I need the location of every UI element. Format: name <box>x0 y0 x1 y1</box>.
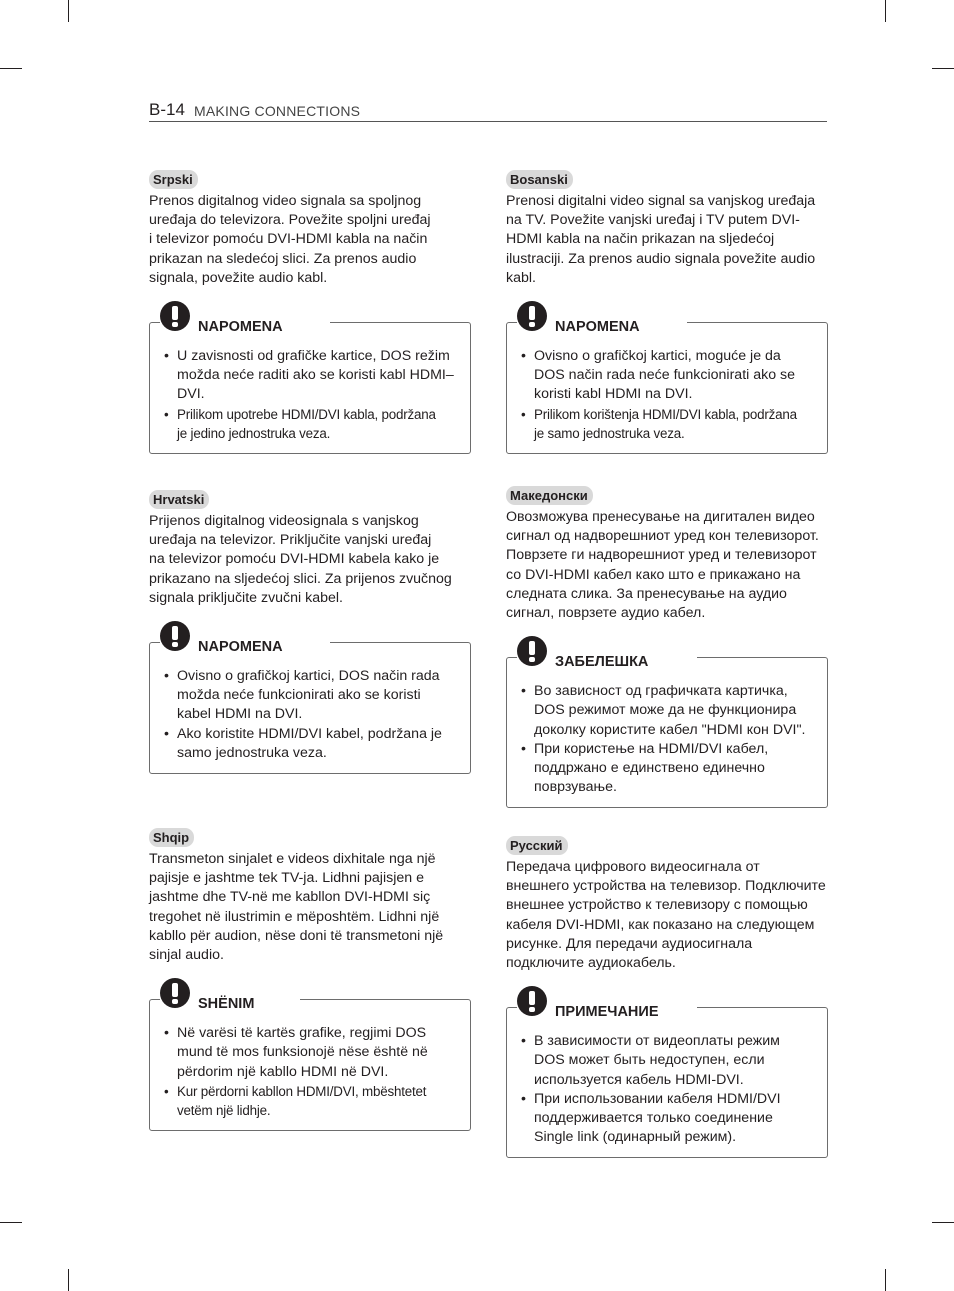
note-box <box>506 319 828 454</box>
text-line: signala priključite zvučni kabel. <box>149 589 343 606</box>
text-line: prikazan na sledećoj slici. Za prenos audio <box>149 250 417 267</box>
text-line: Передача цифрового видеосигнала от <box>506 859 760 875</box>
text-line: DOS режимот може да не функционира <box>534 702 797 719</box>
note-bullet <box>163 725 458 763</box>
note-bullet <box>520 740 815 798</box>
section-title: MAKING CONNECTIONS <box>194 103 361 119</box>
section-hrvatski <box>149 490 471 774</box>
text-line: подключите аудиокабель. <box>506 955 676 972</box>
text-line: koristi kabl HDMI na DVI. <box>534 386 693 403</box>
note-list <box>520 682 815 797</box>
text-line: Prenosi digitalni video signal sa vanjskog uređaja <box>506 193 816 209</box>
crop-mark <box>0 1222 22 1223</box>
note-box <box>149 319 471 454</box>
exclamation-icon <box>517 986 547 1016</box>
language-tag: Hrvatski <box>149 490 209 509</box>
text-line: Овозможува пренесување на дигитален видео <box>506 509 815 525</box>
note-header <box>160 621 330 656</box>
text-line: Single link (одинарный режим). <box>534 1129 737 1146</box>
note-bullet <box>163 347 458 405</box>
note-box <box>149 639 471 774</box>
note-header <box>517 301 687 336</box>
text-line: možda neće funkcionirati ako se koristi <box>177 687 421 704</box>
text-line: tregohet në ilustrimin e mëposhtëm. Lidhni një <box>149 908 440 925</box>
language-tag: Shqip <box>149 828 194 847</box>
text-line: рисунке. Для передачи аудиосигнала <box>506 935 753 952</box>
text-line: uređaja na televizor. Priključite vanjski uređaj <box>149 532 432 549</box>
text-line: кабеля DVI-HDMI, как показано на следующем <box>506 916 815 933</box>
text-line: поддерживается только соединение <box>534 1110 773 1127</box>
text-line: доколку користите кабел "HDMI кон DVI". <box>534 721 806 738</box>
text-line: možda neće raditi ako se koristi kabl HDMI– <box>177 367 454 384</box>
text-line: • При користење на HDMI/DVI кабел, <box>534 740 769 757</box>
language-tag: Srpski <box>149 170 198 189</box>
language-tag: Русский <box>506 836 568 855</box>
page-number: B-14 <box>149 100 185 119</box>
text-line: Prijenos digitalnog videosignala s vanjskog <box>149 513 419 529</box>
intro-text <box>506 858 828 973</box>
text-line: pajisje e jashtme tek TV-ja. Lidhni pajisjen e <box>149 870 424 887</box>
text-line: используется кабель HDMI-DVI. <box>534 1071 744 1088</box>
text-line: mund të mos funksionojë nëse është në <box>177 1044 428 1061</box>
note-bullet <box>520 1090 815 1148</box>
text-line: поддржано е единствено единечно <box>534 760 765 777</box>
intro-text <box>506 192 828 288</box>
text-line: i televizor pomoću DVI-HDMI kabla na način <box>149 231 428 248</box>
page-header <box>149 99 827 122</box>
text-line: jashtme dhe TV-në me kabllon DVI-HDMI siç <box>149 889 431 906</box>
note-title: NAPOMENA <box>198 319 283 336</box>
note-bullet <box>520 682 815 740</box>
text-line: Transmeton sinjalet e videos dixhitale nga një <box>149 851 436 867</box>
section-makedonski <box>506 486 828 808</box>
text-line: • U zavisnosti od grafičke kartice, DOS režim <box>177 348 450 365</box>
note-title: SHËNIM <box>198 996 255 1013</box>
text-line: внешнее устройство к телевизору с помощью <box>506 897 808 914</box>
note-list <box>520 1032 815 1147</box>
exclamation-icon <box>160 978 190 1008</box>
text-line: внешнего устройства на телевизор. Подключите <box>506 878 826 895</box>
note-bullet <box>520 405 815 443</box>
text-line: samo jednostruka veza. <box>177 744 327 761</box>
text-line: Prenos digitalnog video signala sa spoljnog <box>149 193 422 209</box>
text-line: • Во зависност од графичката картичка, <box>534 683 788 700</box>
note-header <box>160 978 300 1013</box>
language-tag: Македонски <box>506 486 593 505</box>
text-line: je jedino jednostruka veza. <box>177 425 331 441</box>
crop-mark <box>885 0 886 22</box>
intro-text <box>149 850 471 965</box>
note-bullet <box>163 1082 458 1120</box>
text-line: сигнал, поврзете аудио кабел. <box>506 605 706 622</box>
crop-mark <box>68 1269 69 1291</box>
text-line: сигнал од надворешниот уред кон телевизорот. <box>506 528 819 545</box>
section-bosanski <box>506 170 828 454</box>
text-line: uređaja do televizora. Povežite spoljni uređaj <box>149 212 431 229</box>
note-bullet <box>520 1032 815 1090</box>
crop-mark <box>885 1269 886 1291</box>
exclamation-icon <box>160 621 190 651</box>
exclamation-icon <box>517 301 547 331</box>
text-line: со DVI-HDMI кабел како што е прикажано на <box>506 566 801 583</box>
note-title: NAPOMENA <box>555 319 640 336</box>
text-line: HDMI kabla na način prikazan na sljedećoj <box>506 231 775 248</box>
text-line: ilustraciji. Za prenos audio signala povežite audio <box>506 250 816 267</box>
intro-text <box>149 192 471 288</box>
text-line: • Në varësi të kartës grafike, regjimi DOS <box>177 1025 427 1042</box>
text-line: поврзување. <box>534 779 617 796</box>
text-line: signala, povežite audio kabl. <box>149 269 328 286</box>
note-box <box>506 654 828 808</box>
text-line: • Prilikom korištenja HDMI/DVI kabla, podržana <box>534 406 797 422</box>
section-shqip <box>149 828 471 1131</box>
text-line: DOS način rada neće funkcionirati ako se <box>534 367 796 384</box>
section-srpski <box>149 170 471 454</box>
text-line: kabllo për audion, nëse doni të transmetoni një <box>149 927 444 944</box>
note-title: ЗАБЕЛЕШКА <box>555 654 649 671</box>
note-bullet <box>163 1024 458 1082</box>
crop-mark <box>0 68 22 69</box>
text-line: kabel HDMI na DVI. <box>177 706 303 723</box>
note-list <box>163 667 458 763</box>
note-box <box>149 996 471 1131</box>
note-list <box>163 1024 458 1120</box>
crop-mark <box>932 1222 954 1223</box>
note-list <box>520 347 815 443</box>
text-line: je samo jednostruka veza. <box>534 425 685 441</box>
note-header <box>160 301 330 336</box>
text-line: • Ovisno o grafičkoj kartici, DOS način rada <box>177 668 440 685</box>
text-line: • Ovisno o grafičkoj kartici, moguće je da <box>534 348 781 365</box>
text-line: • В зависимости от видеоплаты режим <box>534 1033 780 1050</box>
text-line: prikazano na sljedećoj slici. Za prijenos zvučnog <box>149 570 452 587</box>
text-line: • Kur përdorni kabllon HDMI/DVI, mbështetet <box>177 1083 427 1099</box>
note-list <box>163 347 458 443</box>
text-line: sinjal audio. <box>149 947 224 964</box>
note-title: NAPOMENA <box>198 639 283 656</box>
exclamation-icon <box>517 636 547 666</box>
language-tag: Bosanski <box>506 170 573 189</box>
text-line: përdorim një kabllo HDMI në DVI. <box>177 1063 389 1080</box>
note-title: ПРИМЕЧАНИЕ <box>555 1004 659 1021</box>
text-line: na TV. Povežite vanjski uređaj i TV putem DVI- <box>506 212 800 229</box>
intro-text <box>506 508 828 623</box>
text-line: следната слика. За пренесување на аудио <box>506 585 787 602</box>
text-line: na televizor pomoću DVI-HDMI kabela kako je <box>149 551 440 568</box>
text-line: vetëm një lidhje. <box>177 1103 271 1119</box>
text-line: • Ako koristite HDMI/DVI kabel, podržana je <box>177 725 442 742</box>
text-line: kabl. <box>506 269 536 286</box>
note-bullet <box>163 667 458 725</box>
note-bullet <box>163 405 458 443</box>
exclamation-icon <box>160 301 190 331</box>
note-header <box>517 636 697 671</box>
crop-mark <box>68 0 69 22</box>
text-line: • При использовании кабеля HDMI/DVI <box>534 1090 781 1107</box>
note-box <box>506 1004 828 1158</box>
text-line: • Prilikom upotrebe HDMI/DVI kabla, podržana <box>177 406 436 422</box>
text-line: DOS может быть недоступен, если <box>534 1052 765 1069</box>
crop-mark <box>932 68 954 69</box>
note-header <box>517 986 697 1021</box>
text-line: DVI. <box>177 386 205 403</box>
intro-text <box>149 512 471 608</box>
text-line: Поврзете ги надворешниот уред и телевизорот <box>506 547 817 564</box>
section-russkiy <box>506 836 828 1158</box>
note-bullet <box>520 347 815 405</box>
